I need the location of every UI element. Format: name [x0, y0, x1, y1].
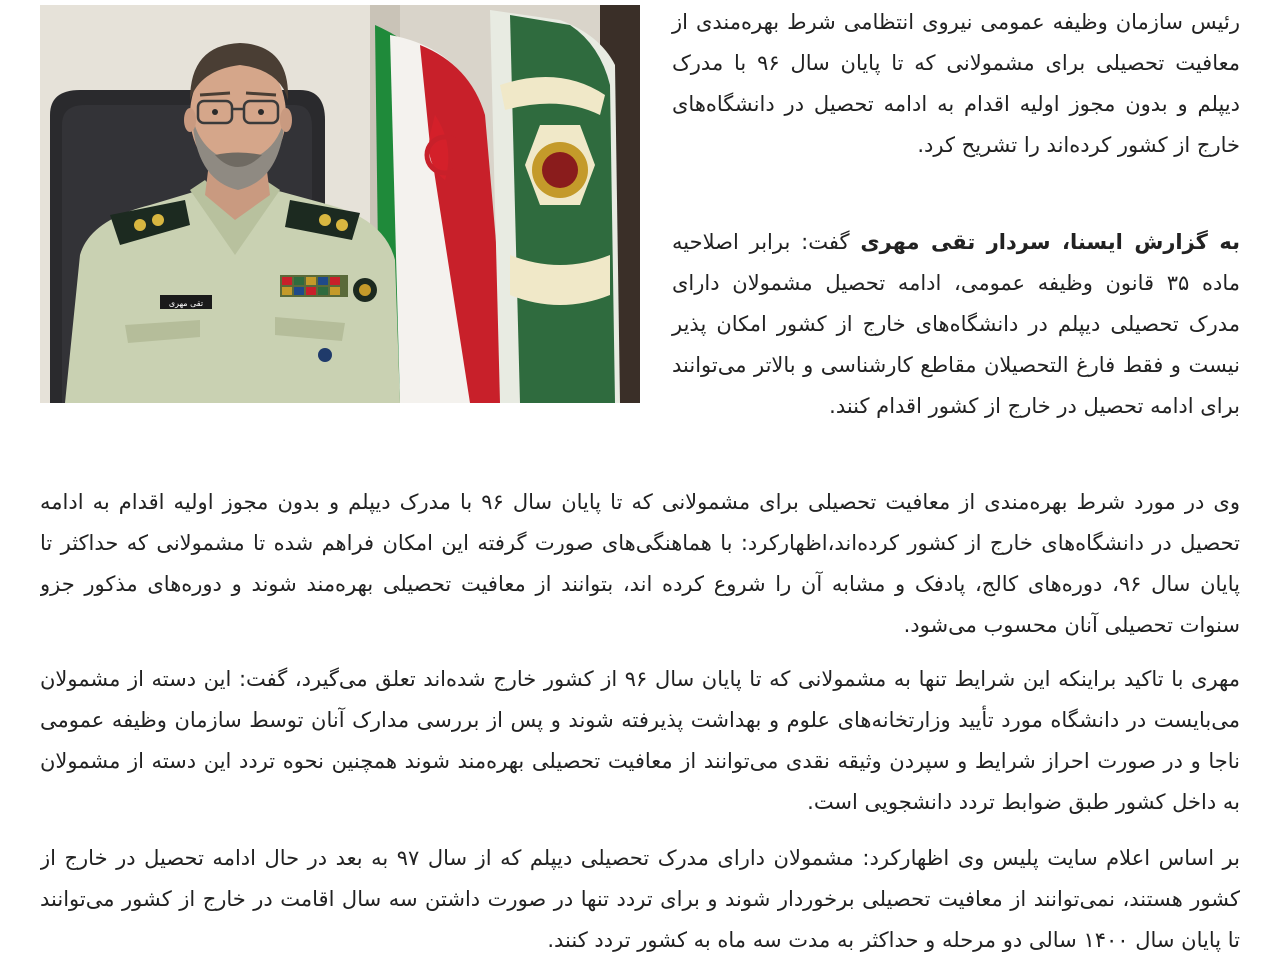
paragraph-requirements: مهری با تاکید براینکه این شرایط تنها به مشمولانی که تا پایان سال ۹۶ از کشور خارج شده‌اند تعلق می‌گیرد، گفت: این دسته از مشمولان می‌بایست در دانشگاه مورد تأیید وزارتخانه‌های علوم و بهداشت پذیرفته شوند و پس از بررسی مدارک آنان توسط سازمان وظیفه عمومی ناجا و در صورت احراز شرایط و سپردن وثیقه نقدی می‌توانند از معافیت تحصیلی بهره‌مند شوند همچنین نحوه تردد این دسته از مشمولان به داخل کشور طبق ضوابط تردد دانشجویی است. [40, 667, 1240, 814]
paragraph-police-announcement: بر اساس اعلام سایت پلیس وی اظهارکرد: مشمولان دارای مدرک تحصیلی دیپلم که از سال ۹۷ به بعد در حال ادامه تحصیل در خارج از کشور هستند، نمی‌توانند از معافیت تحصیلی برخوردار شوند و برای تردد تنها در صورت داشتن سه سال اقامت در خارج از کشور می‌توانند تا پایان سال ۱۴۰۰ سالی دو مرحله و حداکثر به مدت سه ماه به کشور تردد کنند. [40, 846, 1240, 952]
paragraph-lead: به گزارش ایسنا، سردار تقی مهری [860, 230, 1240, 254]
paragraph-report [672, 222, 1240, 427]
nametag-text: تقی مهری [168, 299, 204, 308]
paragraph-exemption-condition: وی در مورد شرط بهره‌مندی از معافیت تحصیلی برای مشمولانی که تا پایان سال ۹۶ با مدرک دیپلم و بدون مجوز اولیه اقدام به ادامه تحصیل در دانشگاه‌های خارج از کشور کرده‌اند،اظهارکرد: با هماهنگی‌های صورت گرفته این امکان فراهم شده تا مشمولانی که حداکثر تا پایان سال ۹۶، دوره‌های کالج، پادفک و مشابه آن را شروع کرده اند، بتوانند از معافیت تحصیلی بهره‌مند شوند و دوره‌های مذکور جزو سنوات تحصیلی آنان محسوب می‌شود. [40, 490, 1240, 637]
officer-portrait-image [40, 5, 640, 403]
article [40, 0, 1240, 967]
paragraph-intro: رئیس سازمان وظیفه عمومی نیروی انتظامی شرط بهره‌مندی از معافیت تحصیلی برای مشمولانی که تا پایان سال ۹۶ با مدرک دیپلم و بدون مجوز اولیه اقدام به ادامه تحصیل در دانشگاه‌های خارج از کشور کرده‌اند را تشریح کرد. [672, 10, 1240, 157]
article-photo [40, 5, 640, 403]
paragraph-report-body: گفت: برابر اصلاحیه ماده ۳۵ قانون وظیفه عمومی، ادامه تحصیل مشمولان دارای مدرک تحصیلی دیپلم در دانشگاه‌های خارج از کشور امکان پذیر نیست و فقط فارغ التحصیلان مقاطع کارشناسی و بالاتر می‌توانند برای ادامه تحصیل در خارج از کشور اقدام کنند. [672, 230, 1240, 418]
